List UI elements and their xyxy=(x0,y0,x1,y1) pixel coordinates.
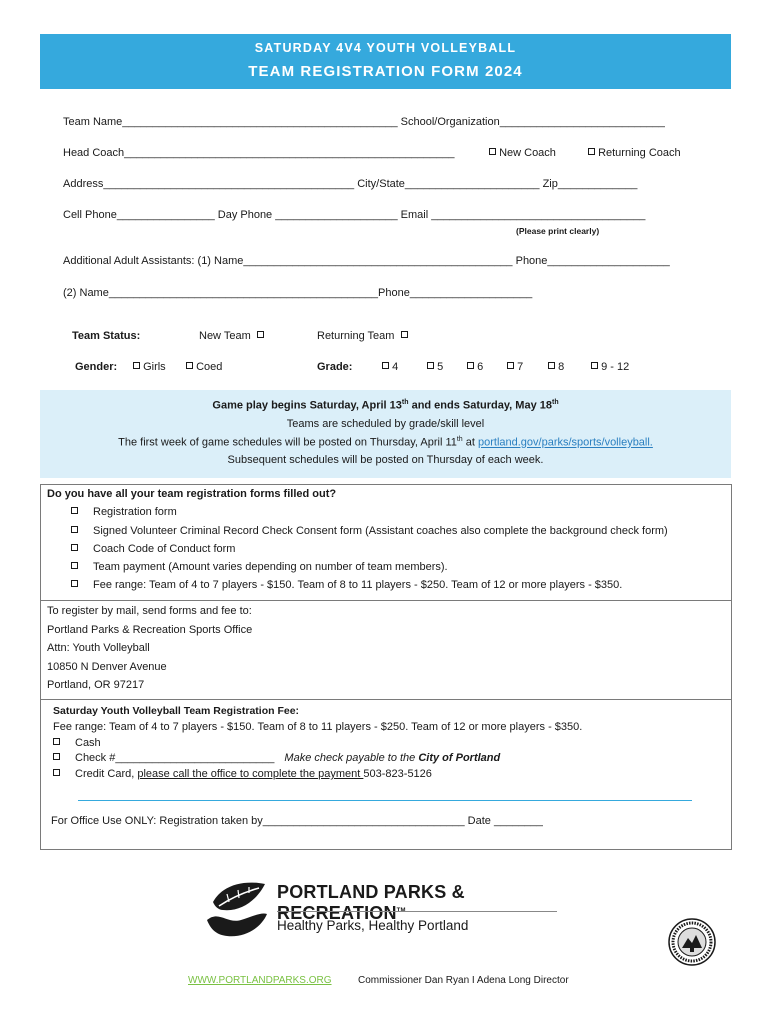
grade-label-6: 6 xyxy=(477,361,484,373)
girls-option[interactable] xyxy=(133,361,166,373)
checkbox-icon[interactable] xyxy=(507,362,514,369)
checkbox-icon[interactable] xyxy=(71,544,78,551)
checkbox-icon[interactable] xyxy=(401,331,408,338)
header-banner xyxy=(40,34,731,89)
checkbox-icon[interactable] xyxy=(382,362,389,369)
ppr-logo xyxy=(205,880,585,950)
checkbox-icon[interactable] xyxy=(53,738,60,745)
ordinal-suffix: th xyxy=(456,436,463,443)
checkbox-icon[interactable] xyxy=(427,362,434,369)
checklist-item[interactable] xyxy=(71,579,622,591)
schedule-note: Teams are scheduled by grade/skill level xyxy=(286,418,485,430)
posting-at: at xyxy=(462,436,478,449)
grade-option[interactable] xyxy=(591,361,629,373)
schedule-posting xyxy=(40,436,731,449)
mail-line: Portland Parks & Recreation Sports Office xyxy=(47,624,253,636)
checkbox-icon[interactable] xyxy=(548,362,555,369)
coed-label: Coed xyxy=(196,361,223,373)
assistant-1-field[interactable]: Additional Adult Assistants: (1) Name____________________________________________ Phone____________________ xyxy=(63,255,670,267)
returning-team-label: Returning Team xyxy=(317,330,395,342)
checkbox-icon[interactable] xyxy=(71,580,78,587)
new-team-option[interactable] xyxy=(199,330,264,342)
check-payee: City of Portland xyxy=(418,752,501,764)
checkbox-icon[interactable] xyxy=(489,148,496,155)
banner-title: TEAM REGISTRATION FORM 2024 xyxy=(248,63,523,80)
address-field[interactable]: Address_________________________________________ City/State______________________ Zip_____________ xyxy=(63,178,638,190)
phone-email-field[interactable]: Cell Phone________________ Day Phone ____________________ Email ___________________________________ xyxy=(63,209,646,221)
checklist-item[interactable] xyxy=(71,561,448,573)
season-dates xyxy=(40,399,731,412)
checkbox-icon[interactable] xyxy=(257,331,264,338)
team-name-field[interactable]: Team Name_____________________________________________ School/Organization___________________________ xyxy=(63,116,665,128)
girls-label: Girls xyxy=(143,361,166,373)
blue-divider xyxy=(78,800,692,801)
checklist-item-label: Fee range: Team of 4 to 7 players - $150. Team of 8 to 11 players - $250. Team of 12 or more players - $350. xyxy=(93,579,623,591)
office-phone: 503-823-5126 xyxy=(363,768,432,780)
pay-card-option[interactable] xyxy=(53,768,432,780)
tagline: Healthy Parks, Healthy Portland xyxy=(277,918,469,933)
check-label: Check #__________________________ xyxy=(75,752,275,764)
grade-label-4: 4 xyxy=(392,361,399,373)
office-use-line: For Office Use ONLY: Registration taken by_________________________________ Date ________ xyxy=(51,815,543,827)
grade-label-9-12: 9 - 12 xyxy=(601,361,630,373)
website-link[interactable]: WWW.PORTLANDPARKS.ORG xyxy=(188,975,332,986)
schedule-info-box xyxy=(40,390,731,478)
checklist-item-label: Registration form xyxy=(93,506,177,518)
checkbox-icon[interactable] xyxy=(53,769,60,776)
returning-team-option[interactable] xyxy=(317,330,408,342)
checkbox-icon[interactable] xyxy=(133,362,140,369)
divider xyxy=(41,600,731,601)
checkbox-icon[interactable] xyxy=(53,753,60,760)
fee-range: Fee range: Team of 4 to 7 players - $150. Team of 8 to 11 players - $250. Team of 12 or more players - $350. xyxy=(53,721,583,733)
grade-option[interactable] xyxy=(548,361,564,373)
grade-label: Grade: xyxy=(317,361,353,373)
logo-rule xyxy=(277,911,557,912)
coed-option[interactable] xyxy=(186,361,222,373)
checkbox-icon[interactable] xyxy=(186,362,193,369)
new-coach-label: New Coach xyxy=(499,147,556,159)
returning-coach-option[interactable] xyxy=(588,147,681,159)
ordinal-suffix: th xyxy=(551,399,559,406)
fee-title: Saturday Youth Volleyball Team Registration Fee: xyxy=(53,705,300,717)
grade-option[interactable] xyxy=(467,361,483,373)
volleyball-link[interactable]: portland.gov/parks/sports/volleyball. xyxy=(478,436,653,449)
assistant-2-field[interactable]: (2) Name____________________________________________Phone____________________ xyxy=(63,287,533,299)
divider xyxy=(41,699,731,700)
checklist-item-label: Coach Code of Conduct form xyxy=(93,543,236,555)
subsequent-schedule-note: Subsequent schedules will be posted on Thursday of each week. xyxy=(227,454,544,466)
returning-coach-label: Returning Coach xyxy=(598,147,681,159)
team-status-label: Team Status: xyxy=(72,330,141,342)
new-team-label: New Team xyxy=(199,330,251,342)
city-seal-icon xyxy=(668,918,716,966)
posting-text: The first week of game schedules will be posted on Thursday, April 11 xyxy=(118,436,457,449)
checklist-item-label: Team payment (Amount varies depending on number of team members). xyxy=(93,561,448,573)
grade-label-5: 5 xyxy=(437,361,444,373)
checkbox-icon[interactable] xyxy=(591,362,598,369)
leaf-hand-icon xyxy=(205,880,271,942)
gender-label: Gender: xyxy=(75,361,118,373)
checklist-item[interactable] xyxy=(71,506,177,518)
checkbox-icon[interactable] xyxy=(71,526,78,533)
mail-line: To register by mail, send forms and fee to: xyxy=(47,605,252,617)
checklist-item[interactable] xyxy=(71,525,668,537)
registration-details-box xyxy=(40,484,732,850)
org-name-text: PORTLAND PARKS & RECREATION xyxy=(277,882,465,923)
pay-check-option[interactable] xyxy=(53,752,500,764)
grade-label-7: 7 xyxy=(517,361,524,373)
grade-option[interactable] xyxy=(427,361,443,373)
check-note: Make check payable to the xyxy=(284,752,419,764)
head-coach-field[interactable]: Head Coach______________________________________________________ xyxy=(63,147,455,159)
banner-subtitle: SATURDAY 4V4 YOUTH VOLLEYBALL xyxy=(254,41,517,55)
footer-credits: Commissioner Dan Ryan I Adena Long Director xyxy=(358,975,569,986)
grade-option[interactable] xyxy=(382,361,398,373)
checkbox-icon[interactable] xyxy=(71,507,78,514)
checklist-title: Do you have all your team registration forms filled out? xyxy=(47,488,337,500)
checklist-item[interactable] xyxy=(71,543,235,555)
checklist-item-label: Signed Volunteer Criminal Record Check Consent form (Assistant coaches also complete the background check form) xyxy=(93,525,668,537)
mail-line: Portland, OR 97217 xyxy=(47,679,145,691)
checkbox-icon[interactable] xyxy=(588,148,595,155)
ordinal-suffix: th xyxy=(401,399,409,406)
pay-cash-option[interactable] xyxy=(53,737,101,749)
checkbox-icon[interactable] xyxy=(467,362,474,369)
cash-label: Cash xyxy=(75,737,101,749)
print-note: (Please print clearly) xyxy=(516,226,600,236)
season-start-text: Game play begins Saturday, April 13 xyxy=(212,399,402,412)
card-instructions: please call the office to complete the payment xyxy=(137,768,364,780)
grade-option[interactable] xyxy=(507,361,523,373)
trademark: TM xyxy=(396,908,406,914)
checkbox-icon[interactable] xyxy=(71,562,78,569)
new-coach-option[interactable] xyxy=(489,147,556,159)
mail-line: 10850 N Denver Avenue xyxy=(47,661,167,673)
mail-line: Attn: Youth Volleyball xyxy=(47,642,150,654)
card-label: Credit Card, xyxy=(75,768,138,780)
grade-label-8: 8 xyxy=(558,361,565,373)
season-end-text: and ends Saturday, May 18 xyxy=(408,399,552,412)
